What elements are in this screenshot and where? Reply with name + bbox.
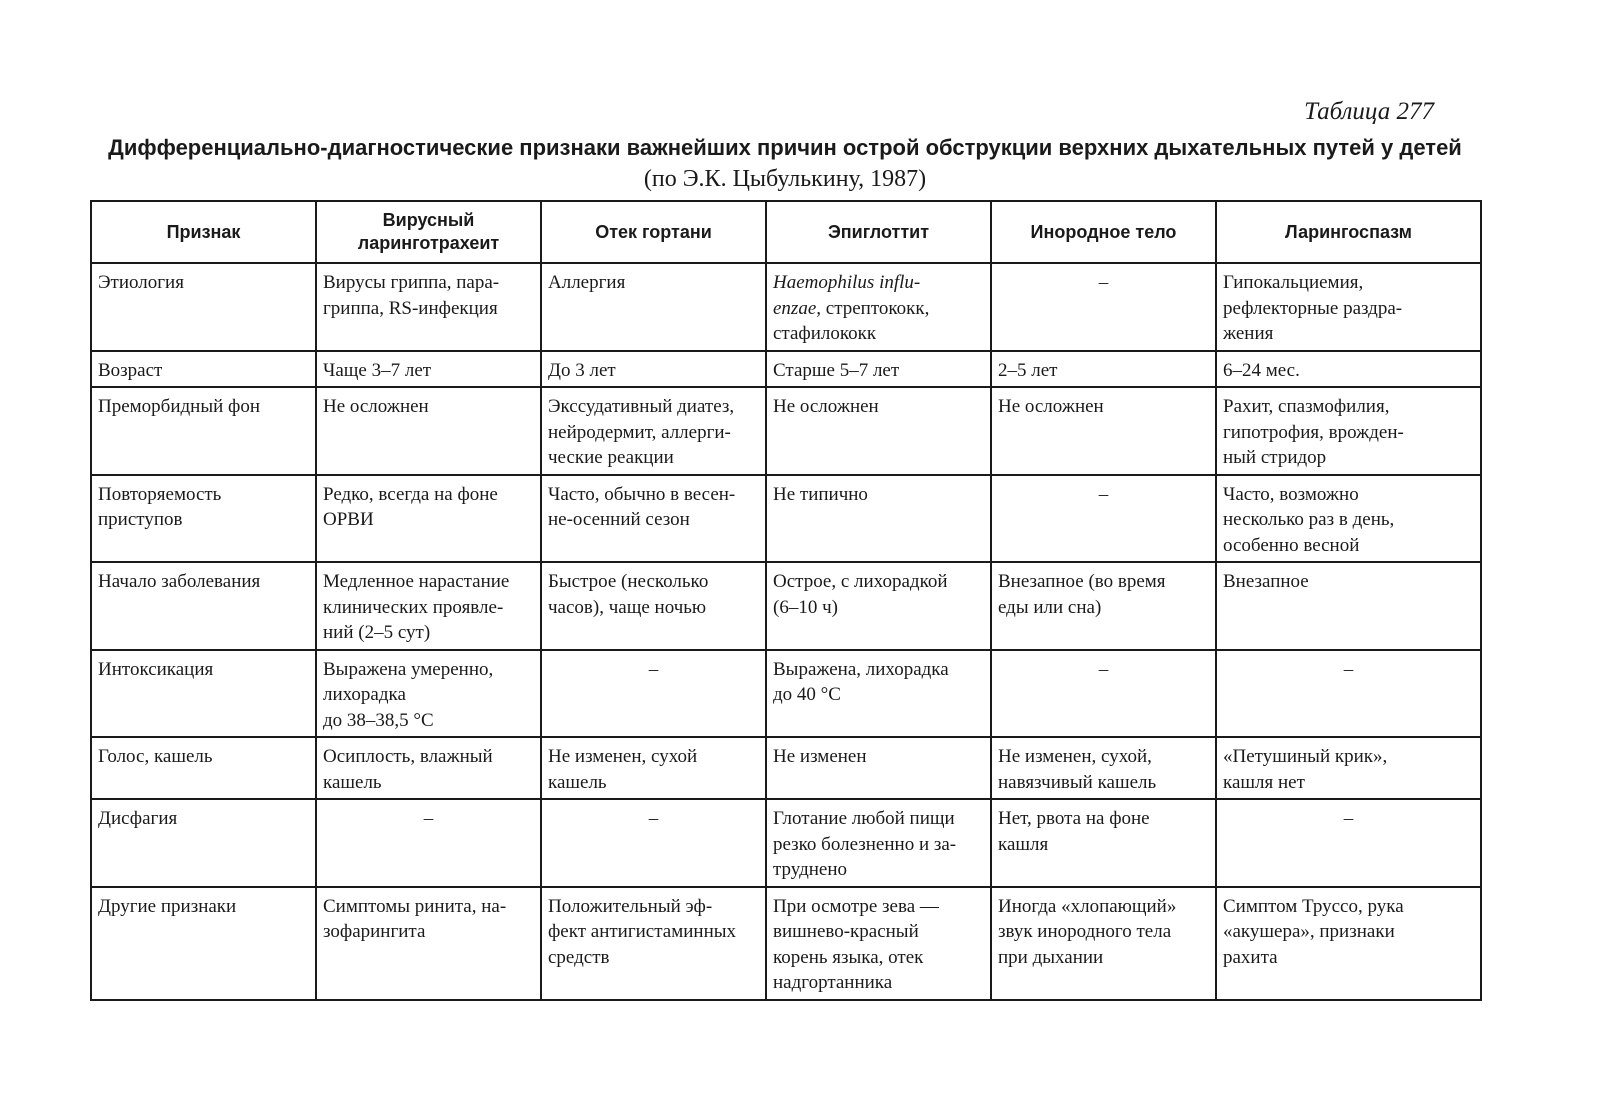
table-cell: Рахит, спазмофилия, гипотрофия, врожден- ный стридор [1216, 387, 1481, 475]
row-label: Повторяемость приступов [91, 475, 316, 563]
table-cell: Иногда «хлопающий» звук инородного тела при дыхании [991, 887, 1216, 1000]
table-row [91, 387, 1481, 475]
table-cell: 2–5 лет [991, 351, 1216, 388]
header-foreign-body: Инородное тело [991, 201, 1216, 263]
title-source: (по Э.К. Цыбулькину, 1987) [643, 166, 927, 192]
table-cell: Осиплость, влажный кашель [316, 737, 541, 799]
table-cell: Не изменен [766, 737, 991, 799]
table-cell: Часто, возможно несколько раз в день, особенно весной [1216, 475, 1481, 563]
header-laryngeal-edema: Отек гортани [541, 201, 766, 263]
table-cell: Нет, рвота на фоне кашля [991, 799, 1216, 887]
table-cell: Выражена, лихорадка до 40 °С [766, 650, 991, 738]
table-cell: До 3 лет [541, 351, 766, 388]
table-cell: Внезапное (во время еды или сна) [991, 562, 1216, 650]
diagnostic-table [90, 200, 1482, 1001]
table-row [91, 475, 1481, 563]
table-cell: Выражена умеренно, лихорадка до 38–38,5 °С [316, 650, 541, 738]
table-cell [766, 263, 991, 351]
header-laryngospasm: Ларингоспазм [1216, 201, 1481, 263]
row-label: Голос, кашель [91, 737, 316, 799]
table-cell: Не осложнен [766, 387, 991, 475]
row-label: Возраст [91, 351, 316, 388]
table-cell: Часто, обычно в весен- не-осенний сезон [541, 475, 766, 563]
table-cell: Не осложнен [991, 387, 1216, 475]
table-cell: Симптомы ринита, на- зофарингита [316, 887, 541, 1000]
table-cell: Редко, всегда на фоне ОРВИ [316, 475, 541, 563]
table-cell: Не изменен, сухой кашель [541, 737, 766, 799]
table-cell: Острое, с лихорадкой (6–10 ч) [766, 562, 991, 650]
page-title [90, 132, 1480, 195]
table-cell: – [541, 650, 766, 738]
header-viral-laryngotracheitis: Вирусный ларинготрахеит [316, 201, 541, 263]
row-label: Этиология [91, 263, 316, 351]
row-label: Интоксикация [91, 650, 316, 738]
table-cell: Не типично [766, 475, 991, 563]
table-row [91, 650, 1481, 738]
row-label: Другие признаки [91, 887, 316, 1000]
table-cell: – [991, 650, 1216, 738]
table-cell: Гипокальциемия, рефлекторные раздра- жения [1216, 263, 1481, 351]
title-main: Дифференциально-диагностические признаки важнейших причин острой обструкции верхних дыхательных путей у детей [108, 135, 1462, 160]
table-cell: Чаще 3–7 лет [316, 351, 541, 388]
row-label: Дисфагия [91, 799, 316, 887]
table-cell: – [541, 799, 766, 887]
table-cell: Не изменен, сухой, навязчивый кашель [991, 737, 1216, 799]
table-cell: «Петушиный крик», кашля нет [1216, 737, 1481, 799]
table-number: Таблица 277 [1304, 98, 1434, 125]
table-cell: – [1216, 799, 1481, 887]
row-label: Преморбидный фон [91, 387, 316, 475]
table-row [91, 799, 1481, 887]
table-row [91, 263, 1481, 351]
header-sign: Признак [91, 201, 316, 263]
table-cell: Быстрое (несколько часов), чаще ночью [541, 562, 766, 650]
table-cell: Внезапное [1216, 562, 1481, 650]
table-row [91, 887, 1481, 1000]
table-cell: При осмотре зева — вишнево-красный корень языка, отек надгортанника [766, 887, 991, 1000]
table-cell: Не осложнен [316, 387, 541, 475]
table-cell: Симптом Труссо, рука «акушера», признаки рахита [1216, 887, 1481, 1000]
table-cell: – [991, 475, 1216, 563]
table-cell: Положительный эф- фект антигистаминных средств [541, 887, 766, 1000]
row-label: Начало заболевания [91, 562, 316, 650]
italic-term: Haemophilus influ- enzae, [773, 272, 921, 319]
table-cell: – [991, 263, 1216, 351]
table-cell: Экссудативный диатез, нейродермит, аллерги- ческие реакции [541, 387, 766, 475]
table-row [91, 562, 1481, 650]
table-row [91, 351, 1481, 388]
table-cell: Глотание любой пищи резко болезненно и за- труднено [766, 799, 991, 887]
table-cell: Аллергия [541, 263, 766, 351]
table-row [91, 737, 1481, 799]
cell-text: стрептококк, стафилококк [773, 297, 930, 344]
table-cell: Вирусы гриппа, пара- гриппа, RS-инфекция [316, 263, 541, 351]
table-cell: Старше 5–7 лет [766, 351, 991, 388]
table-cell: – [316, 799, 541, 887]
table-cell: Медленное нарастание клинических проявле- ний (2–5 сут) [316, 562, 541, 650]
table-header-row [91, 201, 1481, 263]
table-cell: – [1216, 650, 1481, 738]
table-cell: 6–24 мес. [1216, 351, 1481, 388]
header-epiglottitis: Эпиглоттит [766, 201, 991, 263]
